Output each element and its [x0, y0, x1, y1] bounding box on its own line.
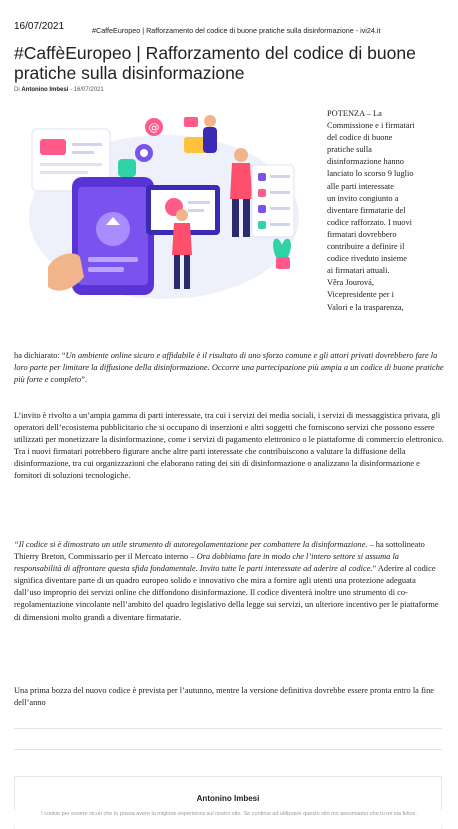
article-title: #CaffèEuropeo | Rafforzamento del codice di buone pratiche sulla disinformazione — [14, 43, 416, 83]
intro-line: contribuire a definire il — [327, 242, 405, 252]
intro-line: codice riveduto insieme — [327, 254, 408, 264]
author-link[interactable]: Antonino Imbesi — [21, 87, 69, 93]
author-box-name[interactable]: Antonino Imbesi — [196, 794, 260, 803]
by-label: Di — [14, 87, 20, 93]
intro-line: del codice di buone — [327, 133, 393, 143]
publish-date: 16/07/2021 — [73, 87, 104, 93]
article-illustration — [14, 107, 319, 307]
intro-line: Vicepresidente per i — [327, 290, 394, 300]
breton-quote-1: “Il codice si è dimostrato un utile strumento di autoregolamentazione per combattere la disinformazione. — [14, 540, 368, 549]
quote-paragraph — [14, 350, 444, 386]
breton-rest: ” Aderire al codice significa diventare parte di un quadro europeo solido e innovativo che mira a fornire agli utenti una protezione adeguata dall’uso improprio dei servizi online che diffondono disinformazione. Il codice diventerà inoltre uno strumento di co-regolamentazione vincolante nell’ambito del quadro legislativo della legge sui servizi, un ulteriore incentivo per le piattaforme di dimensioni molto grandi a diventare firmatarie. — [14, 564, 439, 622]
intro-line: ai firmatari attuali. — [327, 266, 390, 276]
quote-intro: ha dichiarato: “ — [14, 351, 66, 360]
intro-line: Věra Jourová, — [327, 278, 374, 288]
print-date: 16/07/2021 — [14, 21, 65, 32]
cookie-notice-text: I cookie per essere sicuri che tu possa avere la migliore esperienza sul nostro sito. Se continui ad utilizzare questo sito noi assumiamo che tu ne sia felice. — [41, 811, 417, 817]
intro-line: diventare firmatarie del — [327, 205, 406, 215]
intro-line: pratiche sulla — [327, 145, 372, 155]
intro-column — [327, 108, 437, 314]
breton-quote-2: Ora dobbiamo fare in modo che l’intero settore si assuma la responsabilità di affrontare questa sfida fondamentale. Invito tutte le parti interessate ad aderire al codice. — [14, 552, 399, 574]
intro-line: firmatari dovrebbero — [327, 229, 397, 239]
intro-line: Commissione e i firmatari — [327, 121, 415, 131]
intro-line: codice rafforzato. I nuovi — [327, 217, 412, 227]
svg-text:@: @ — [148, 121, 160, 134]
article-meta — [14, 87, 104, 93]
breton-attribution: – ha sottolineato Thierry Breton, Commissario per il Mercato interno – — [14, 540, 425, 562]
quote-close: ”. — [81, 375, 88, 385]
intro-line: un invito congiunto a — [327, 193, 399, 203]
intro-line: lanciato lo scorso 9 luglio — [327, 169, 414, 179]
paragraph-breton — [14, 539, 444, 624]
intro-line: alle parti interessate — [327, 181, 394, 191]
intro-line: disinformazione hanno — [327, 157, 404, 167]
quote-text: Un ambiente online sicuro e affidabile è il risultato di uno sforzo comune e gli attori privati dovrebbero fare la loro parte per limitare la diffusione della disinformazione. Occorre una partecipazione più ampia a un codice di buone pratiche più forte e completo — [14, 351, 444, 385]
intro-line: POTENZA – La — [327, 109, 382, 118]
paragraph-2-text: L’invito è rivolto a un’ampia gamma di parti interessate, tra cui i servizi dei media sociali, i servizi di messaggistica privata, gli operatori dell’ecosistema pubblicitario che si occupano di inserzioni e altri soggetti che forniscono servizi che possono essere utilizzati per monetizzare la disinformazione, come i servizi di pagamento elettronico o le piattaforme di commercio elettronico. Tra i nuovi firmatari potrebbero figurare anche altre parti interessate che contribuiscono a valutare la diffusione della disinformazione, tra cui organizzazioni che elaborano rating dei siti di disinformazione o analizzano la disinformazione e fornitori di soluzioni tecnologiche. — [14, 411, 444, 481]
meta-separator: - — [70, 87, 73, 93]
paragraph-4-text: Una prima bozza del nuovo codice è prevista per l’autunno, mentre la versione definitiva dovrebbe essere pronta entro la fine dell’anno — [14, 686, 434, 708]
divider — [14, 728, 442, 729]
paragraph-invitation — [14, 410, 444, 483]
divider — [14, 749, 442, 750]
cookie-notice — [0, 810, 458, 828]
print-page-title: #CaffeEuropeo | Rafforzamento del codice di buone pratiche sulla disinformazione - ivi24.it — [92, 26, 381, 35]
paragraph-timeline — [14, 685, 444, 709]
print-header — [0, 0, 458, 40]
intro-line: Valori e la trasparenza, — [327, 302, 404, 312]
